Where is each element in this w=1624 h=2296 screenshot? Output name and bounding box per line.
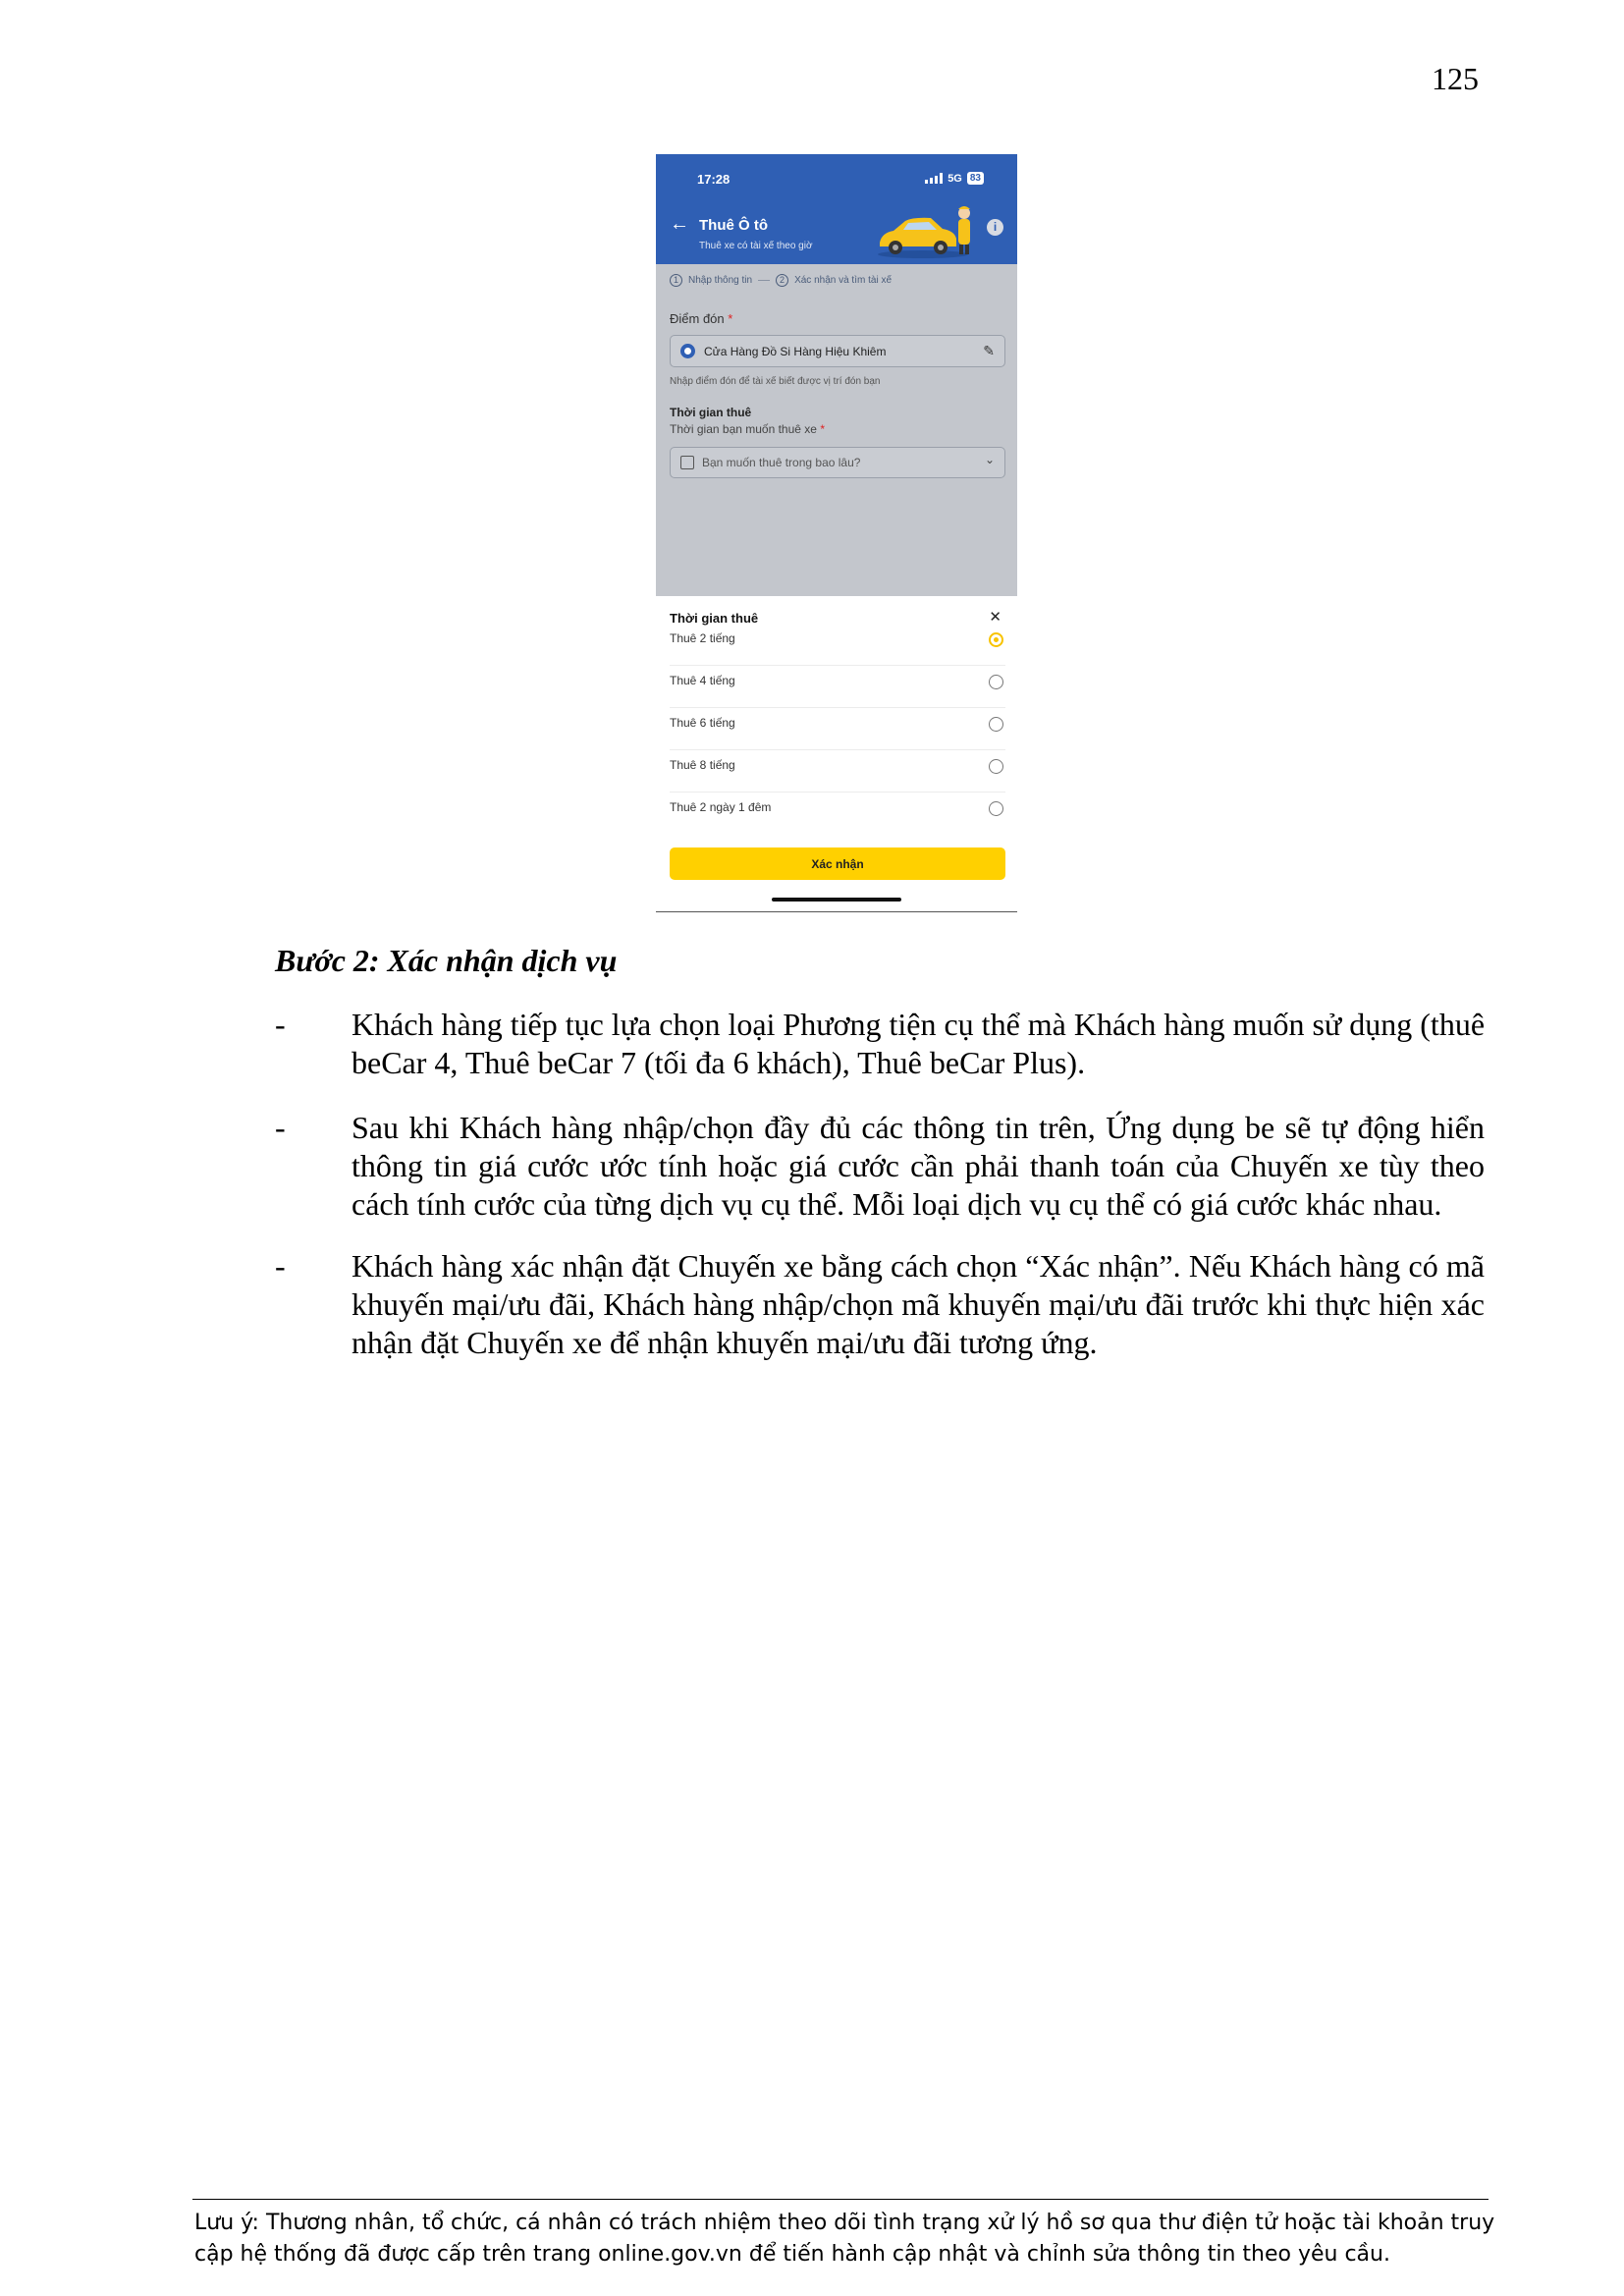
page-number: 125 (1432, 61, 1479, 96)
home-indicator (772, 898, 901, 902)
progress-stepper (670, 274, 892, 287)
pickup-hint: Nhập điểm đón để tài xế biết được vị trí đón bạn (670, 376, 881, 387)
radio-selected-icon[interactable] (989, 632, 1003, 647)
option-label: Thuê 2 tiếng (670, 631, 735, 645)
footer-divider (192, 2199, 1489, 2200)
option-6-hours[interactable] (670, 708, 1005, 750)
section-heading: Bước 2: Xác nhận dịch vụ (275, 943, 618, 978)
status-indicators (925, 172, 984, 185)
app-header (656, 154, 1017, 264)
header-subtitle: Thuê xe có tài xế theo giờ (699, 241, 813, 251)
required-mark: * (728, 311, 733, 326)
screenshot-border (656, 911, 1017, 912)
app-screenshot (656, 154, 1017, 912)
radio-icon[interactable] (989, 675, 1003, 689)
option-label: Thuê 6 tiếng (670, 716, 735, 730)
step-divider (758, 280, 770, 281)
location-pin-icon (680, 344, 695, 358)
option-label: Thuê 2 ngày 1 đêm (670, 800, 772, 814)
bullet-marker: - (275, 1110, 286, 1145)
calendar-icon (680, 456, 694, 469)
bullet-marker: - (275, 1248, 286, 1284)
status-bar (656, 172, 1017, 191)
info-icon[interactable]: i (987, 219, 1003, 236)
radio-icon[interactable] (989, 801, 1003, 816)
rental-duration-select[interactable] (670, 447, 1005, 478)
chevron-down-icon: ⌄ (984, 453, 995, 466)
pickup-label (670, 311, 732, 326)
car-driver-illustration-icon (874, 203, 978, 260)
option-label: Thuê 4 tiếng (670, 674, 735, 687)
option-2-days-1-night[interactable] (670, 793, 1005, 835)
rental-section-title: Thời gian thuê (670, 406, 752, 419)
rental-duration-label-text: Thời gian bạn muốn thuê xe (670, 422, 817, 436)
step-1-number: 1 (670, 274, 682, 287)
step-2-label: Xác nhận và tìm tài xế (794, 275, 893, 286)
rental-time-bottom-sheet (656, 596, 1017, 912)
sheet-title: Thời gian thuê (670, 611, 759, 626)
close-icon[interactable]: ✕ (989, 609, 1001, 626)
footer-note: Lưu ý: Thương nhân, tổ chức, cá nhân có trách nhiệm theo dõi tình trạng xử lý hồ sơ qua thư điện tử hoặc tài khoản truy cập hệ thống đã được cấp trên trang online.gov.vn để tiến hành cập nhật và chỉnh sửa thông tin theo yêu cầu. (194, 2211, 1495, 2267)
pickup-label-text: Điểm đón (670, 311, 725, 326)
pickup-input[interactable] (670, 335, 1005, 367)
bullet-text: Khách hàng xác nhận đặt Chuyến xe bằng cách chọn “Xác nhận”. Nếu Khách hàng có mã khuyến mại/ưu đãi, Khách hàng nhập/chọn mã khuyến mại/ưu đãi trước khi thực hiện xác nhận đặt Chuyến xe để nhận khuyến mại/ưu đãi tương ứng. (352, 1248, 1485, 1360)
bullet-item (275, 1109, 1485, 1224)
bullet-text: Sau khi Khách hàng nhập/chọn đầy đủ các thông tin trên, Ứng dụng be sẽ tự động hiển thông tin giá cước ước tính hoặc giá cước cần phải thanh toán của Chuyến xe tùy theo cách tính cước của từng dịch vụ cụ thể. Mỗi loại dịch vụ cụ thể có giá cước khác nhau. (352, 1110, 1485, 1222)
bullet-marker: - (275, 1007, 286, 1042)
radio-icon[interactable] (989, 717, 1003, 732)
step-1-label: Nhập thông tin (688, 275, 753, 286)
bullet-item (275, 1247, 1485, 1362)
pickup-value: Cửa Hàng Đồ Si Hàng Hiệu Khiêm (704, 345, 887, 358)
signal-icon (925, 173, 943, 184)
header-title: Thuê Ô tô (699, 217, 768, 234)
confirm-button[interactable]: Xác nhận (670, 847, 1005, 880)
rental-duration-label (670, 422, 825, 436)
option-label: Thuê 8 tiếng (670, 758, 735, 772)
option-4-hours[interactable] (670, 666, 1005, 708)
step-2-number: 2 (776, 274, 788, 287)
pencil-edit-icon[interactable]: ✎ (983, 343, 995, 358)
status-time: 17:28 (697, 172, 731, 187)
battery-icon: 83 (967, 172, 984, 185)
bullet-text: Khách hàng tiếp tục lựa chọn loại Phương tiện cụ thể mà Khách hàng muốn sử dụng (thuê beCar 4, Thuê beCar 7 (tối đa 6 khách), Thuê beCar Plus). (352, 1007, 1486, 1080)
back-arrow-icon[interactable]: ← (670, 213, 689, 235)
rental-duration-placeholder: Bạn muốn thuê trong bao lâu? (702, 456, 861, 469)
option-2-hours[interactable] (670, 624, 1005, 666)
required-mark: * (820, 422, 825, 436)
radio-icon[interactable] (989, 759, 1003, 774)
bullet-item (275, 1006, 1485, 1082)
network-type: 5G (947, 172, 962, 185)
option-8-hours[interactable] (670, 750, 1005, 793)
